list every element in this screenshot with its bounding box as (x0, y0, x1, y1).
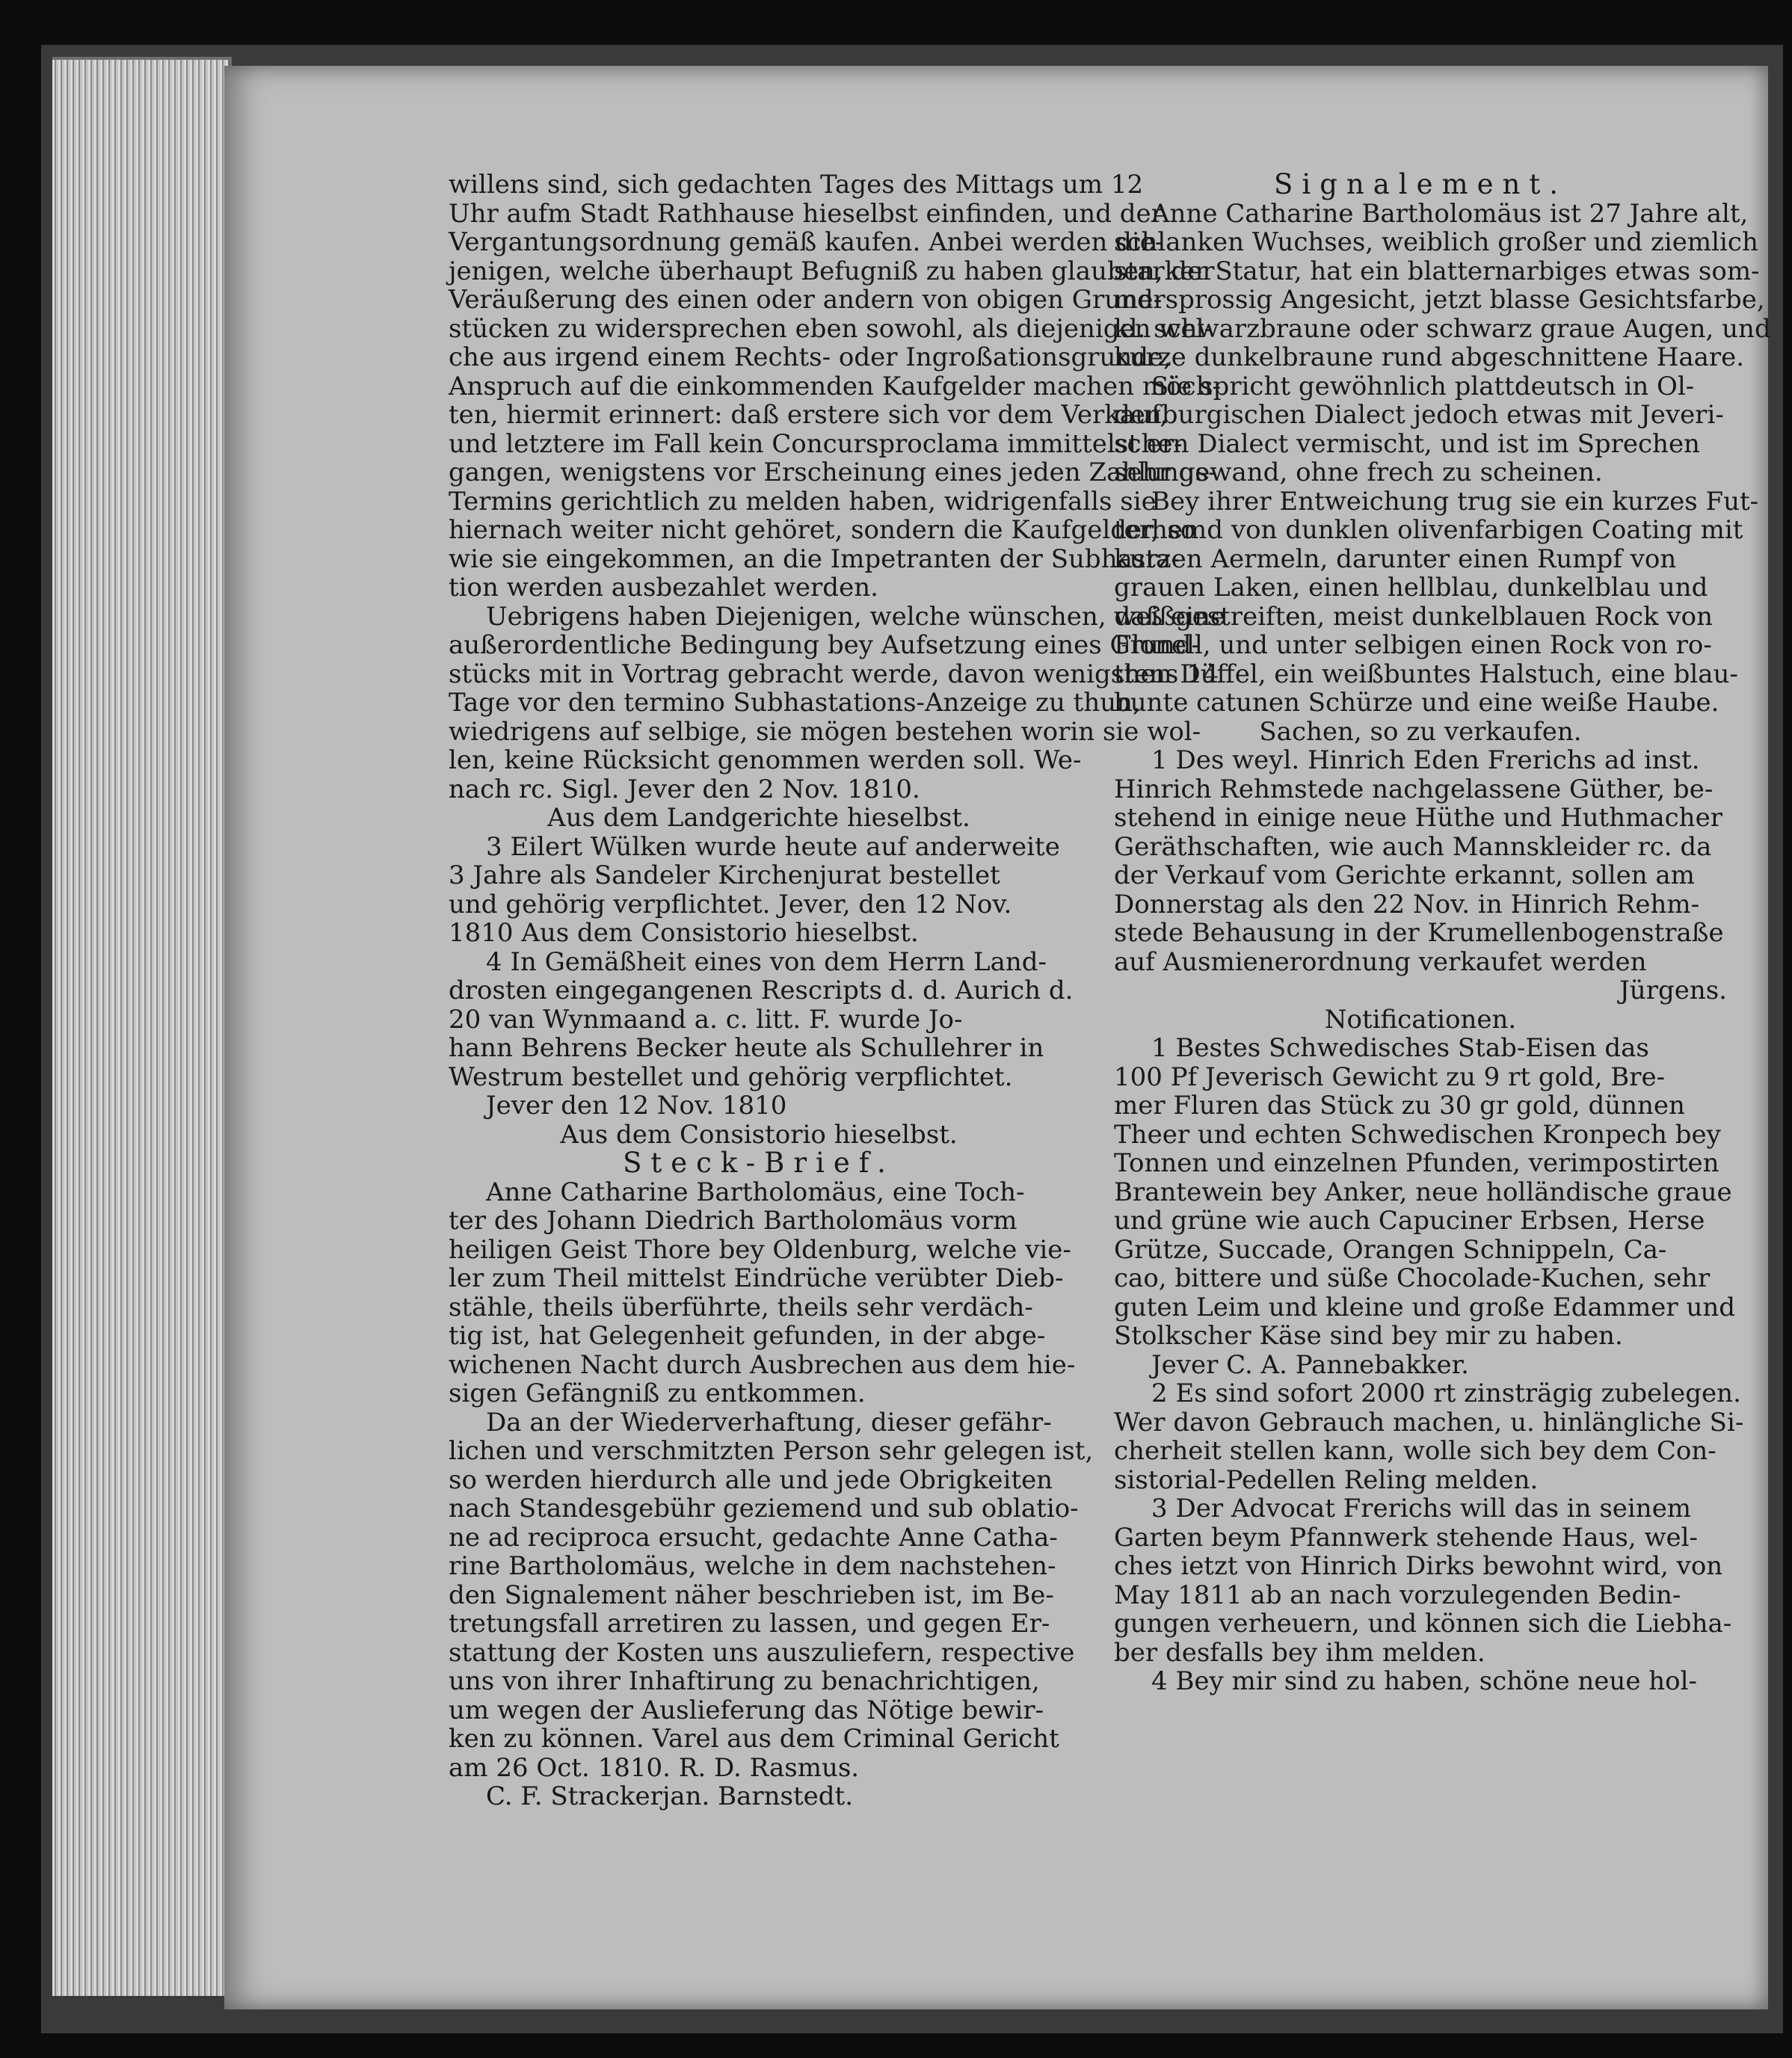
text-line: bunte catunen Schürze und eine weiße Haube. (1114, 688, 1719, 718)
text-line: tion werden ausbezahlet werden. (449, 573, 878, 603)
text-line: tig ist, hat Gelegenheit gefunden, in der abge- (449, 1321, 1046, 1351)
text-line: 100 Pf Jeverisch Gewicht zu 9 rt gold, Bre- (1114, 1062, 1666, 1092)
text-line: 3 Der Advocat Frerichs will das in seinem (1151, 1494, 1692, 1524)
text-line: denburgischen Dialect jedoch etwas mit Jeveri- (1114, 400, 1724, 430)
text-line: Veräußerung des einen oder andern von obigen Grund- (449, 285, 1163, 315)
text-line: auf Ausmienerordnung verkaufet werden (1114, 946, 1647, 977)
text-line: Signalement. (1274, 168, 1567, 200)
text-line: stücks mit in Vortrag gebracht werde, davon wenigstens 14 (449, 659, 1219, 689)
text-line: Brantewein bey Anker, neue holländische graue (1114, 1177, 1732, 1207)
text-line: gangen, wenigstens vor Erscheinung eines jeden Zahlungs- (449, 457, 1217, 487)
text-line: May 1811 ab an nach vorzulegenden Bedin- (1114, 1580, 1681, 1610)
text-line: ches ietzt von Hinrich Dirks bewohnt wird, von (1114, 1551, 1723, 1581)
text-line: schen Dialect vermischt, und ist im Sprechen (1114, 428, 1700, 459)
text-line: grauen Laken, einen hellblau, dunkelblau und (1114, 573, 1708, 603)
text-line: schlanken Wuchses, weiblich großer und ziemlich (1114, 227, 1758, 257)
text-line: Da an der Wiederverhaftung, dieser gefähr- (486, 1407, 1052, 1438)
text-line: weißgestreiften, meist dunkelblauen Rock von (1114, 601, 1713, 632)
text-line: wiedrigens auf selbige, sie mögen bestehen worin sie wol- (449, 716, 1201, 747)
text-line: sigen Gefängniß zu entkommen. (449, 1378, 866, 1408)
text-line: drosten eingegangenen Rescripts d. d. Aurich d. (449, 976, 1074, 1005)
text-line: wie sie eingekommen, an die Impetranten der Subhasta- (449, 543, 1180, 574)
text-line: ter des Johann Diedrich Bartholomäus vorm (449, 1206, 1017, 1236)
text-line: ne ad reciproca ersucht, gedachte Anne Catha- (449, 1522, 1058, 1553)
text-line: Uhr aufm Stadt Rathhause hieselbst einfinden, und der (449, 198, 1163, 229)
text-line: ken zu können. Varel aus dem Criminal Gericht (449, 1724, 1059, 1754)
text-line: kl. schwarzbraune oder schwarz graue Augen, und (1114, 313, 1771, 344)
text-line: Sachen, so zu verkaufen. (1259, 716, 1582, 747)
text-line: stede Behausung in der Krumellenbogenstraße (1114, 918, 1724, 948)
text-line: so werden hierdurch alle und jede Obrigkeiten (449, 1464, 1053, 1495)
text-line: hann Behrens Becker heute als Schullehrer in (449, 1033, 1044, 1063)
text-line: 3 Eilert Wülken wurde heute auf anderweite (486, 831, 1060, 862)
text-line: nach rc. Sigl. Jever den 2 Nov. 1810. (449, 774, 920, 804)
text-line: 3 Jahre als Sandeler Kirchenjurat bestellet (449, 860, 1000, 890)
text-line: Termins gerichtlich zu melden haben, widrigenfalls sie (449, 486, 1157, 517)
text-line: wichenen Nacht durch Ausbrechen aus dem hie- (449, 1349, 1076, 1380)
text-line: Grütze, Succade, Orangen Schnippeln, Ca- (1114, 1234, 1667, 1265)
text-line: und gehörig verpflichtet. Jever, den 12 Nov. (449, 889, 1012, 919)
text-line: len, keine Rücksicht genommen werden soll. We- (449, 745, 1082, 775)
text-line: 1 Des weyl. Hinrich Eden Frerichs ad inst. (1151, 745, 1700, 775)
text-line: Anne Catharine Bartholomäus ist 27 Jahre alt, (1151, 198, 1749, 229)
text-line: am 26 Oct. 1810. R. D. Rasmus. (449, 1752, 860, 1783)
text-line: jenigen, welche überhaupt Befugniß zu haben glauben, der (449, 256, 1215, 286)
text-line: ten, hiermit erinnert: daß erstere sich vor dem Verkauf, (449, 400, 1169, 430)
text-line: Garten beym Pfannwerk stehende Haus, wel- (1114, 1522, 1699, 1553)
text-line: stehend in einige neue Hüthe und Huthmacher (1114, 803, 1722, 833)
text-line: uns von ihrer Inhaftirung zu benachrichtigen, (449, 1666, 1040, 1696)
text-line: guten Leim und kleine und große Edammer und (1114, 1292, 1736, 1322)
text-line: then Düffel, ein weißbuntes Halstuch, eine blau- (1114, 659, 1738, 689)
text-line: sistorial-Pedellen Reling melden. (1114, 1464, 1539, 1495)
right-column (1114, 168, 1771, 1696)
text-line: den Signalement näher beschrieben ist, im Be- (449, 1580, 1054, 1610)
text-line: Steck-Brief. (623, 1147, 895, 1179)
text-line: Westrum bestellet und gehörig verpflichtet. (449, 1062, 1013, 1092)
text-line: stücken zu widersprechen eben sowohl, als diejenigen wel- (449, 313, 1213, 344)
text-line: Stolkscher Käse sind bey mir zu haben. (1114, 1321, 1623, 1351)
text-line: 2 Es sind sofort 2000 rt zinsträgig zubelegen. (1151, 1378, 1741, 1408)
text-line: Geräthschaften, wie auch Mannskleider rc. da (1114, 831, 1712, 862)
text-line: 1810 Aus dem Consistorio hieselbst. (449, 918, 919, 948)
text-line: Aus dem Landgerichte hieselbst. (547, 803, 970, 833)
text-line: Anne Catharine Bartholomäus, eine Toch- (486, 1177, 1025, 1207)
text-line: nach Standesgebühr geziemend und sub oblatio- (449, 1494, 1079, 1524)
text-line: der Verkauf vom Gerichte erkannt, sollen am (1114, 860, 1695, 890)
text-line: willens sind, sich gedachten Tages des Mittags um 12 (449, 170, 1144, 200)
text-line: hiernach weiter nicht gehöret, sondern die Kaufgelder, so (449, 515, 1196, 545)
text-line: kurzen Aermeln, darunter einen Rumpf von (1114, 543, 1677, 574)
text-line: cao, bittere und süße Chocolade-Kuchen, sehr (1114, 1263, 1711, 1293)
text-line: Donnerstag als den 22 Nov. in Hinrich Rehm- (1114, 889, 1700, 919)
text-line: Aus dem Consistorio hieselbst. (560, 1119, 958, 1150)
text-line: Bey ihrer Entweichung trug sie ein kurzes Fut- (1151, 486, 1759, 517)
text-line: cherheit stellen kann, wolle sich bey dem Con- (1114, 1436, 1716, 1466)
text-line: 20 van Wynmaand a. c. litt. F. wurde Jo- (449, 1004, 963, 1035)
text-line: außerordentliche Bedingung bey Aufsetzung eines Grund- (449, 630, 1200, 660)
text-line: Vergantungsordnung gemäß kaufen. Anbei werden die- (449, 227, 1164, 257)
text-line: Sie spricht gewöhnlich plattdeutsch in Ol- (1151, 371, 1695, 401)
text-line: um wegen der Auslieferung das Nötige bewir- (449, 1695, 1044, 1725)
text-line: Flonell, und unter selbigen einen Rock von ro- (1114, 630, 1712, 660)
text-line: gungen verheuern, und können sich die Liebha- (1114, 1609, 1732, 1639)
text-line: 4 Bey mir sind zu haben, schöne neue hol- (1151, 1666, 1697, 1696)
text-line: Jürgens. (1619, 976, 1727, 1005)
text-line: ler zum Theil mittelst Eindrüche verübter Dieb- (449, 1263, 1064, 1293)
text-line: lichen und verschmitzten Person sehr gelegen ist, (449, 1436, 1094, 1466)
text-line: und letztere im Fall kein Concursproclama immittelst er- (449, 428, 1183, 459)
text-line: mer Fluren das Stück zu 30 gr gold, dünnen (1114, 1091, 1685, 1121)
text-line: starker Statur, hat ein blatternarbiges etwas som- (1114, 256, 1760, 286)
text-line: und grüne wie auch Capuciner Erbsen, Herse (1114, 1206, 1705, 1236)
text-line: rine Bartholomäus, welche in dem nachstehen- (449, 1551, 1056, 1581)
text-line: ber desfalls bey ihm melden. (1114, 1637, 1485, 1668)
text-line: 1 Bestes Schwedisches Stab-Eisen das (1151, 1033, 1649, 1063)
text-line: Uebrigens haben Diejenigen, welche wünschen, daß eine (486, 601, 1226, 632)
text-line: stähle, theils überführte, theils sehr verdäch- (449, 1292, 1033, 1322)
text-line: stattung der Kosten uns auszuliefern, respective (449, 1637, 1075, 1668)
text-line: Tonnen und einzelnen Pfunden, verimpostirten (1114, 1148, 1719, 1178)
text-line: C. F. Strackerjan. Barnstedt. (486, 1781, 854, 1811)
text-line: tretungsfall arretiren zu lassen, und gegen Er- (449, 1609, 1050, 1639)
text-line: heiligen Geist Thore bey Oldenburg, welche vie- (449, 1234, 1071, 1265)
text-line: Notificationen. (1324, 1004, 1517, 1035)
page-edges (52, 60, 228, 1996)
text-line: terhemd von dunklen olivenfarbigen Coating mit (1114, 515, 1743, 545)
text-line: Tage vor den termino Subhastations-Anzeige zu thun, (449, 688, 1141, 718)
text-line: Theer und echten Schwedischen Kronpech bey (1114, 1119, 1721, 1150)
text-line: Wer davon Gebrauch machen, u. hinlängliche Si- (1114, 1407, 1744, 1438)
text-line: Jever C. A. Pannebakker. (1151, 1349, 1469, 1380)
text-line: che aus irgend einem Rechts- oder Ingroßationsgrunde, (449, 342, 1171, 372)
text-line: sehr gewand, ohne frech zu scheinen. (1114, 457, 1603, 487)
text-line: kurze dunkelbraune rund abgeschnittene Haare. (1114, 342, 1745, 372)
text-line: 4 In Gemäßheit eines von dem Herrn Land- (486, 946, 1047, 977)
text-line: Hinrich Rehmstede nachgelassene Güther, be- (1114, 774, 1714, 804)
text-line: Anspruch auf die einkommenden Kaufgelder machen möch- (449, 371, 1222, 401)
left-column (449, 170, 1226, 1811)
text-line: Jever den 12 Nov. 1810 (486, 1091, 787, 1121)
text-line: mersprossig Angesicht, jetzt blasse Gesichtsfarbe, (1114, 285, 1765, 315)
